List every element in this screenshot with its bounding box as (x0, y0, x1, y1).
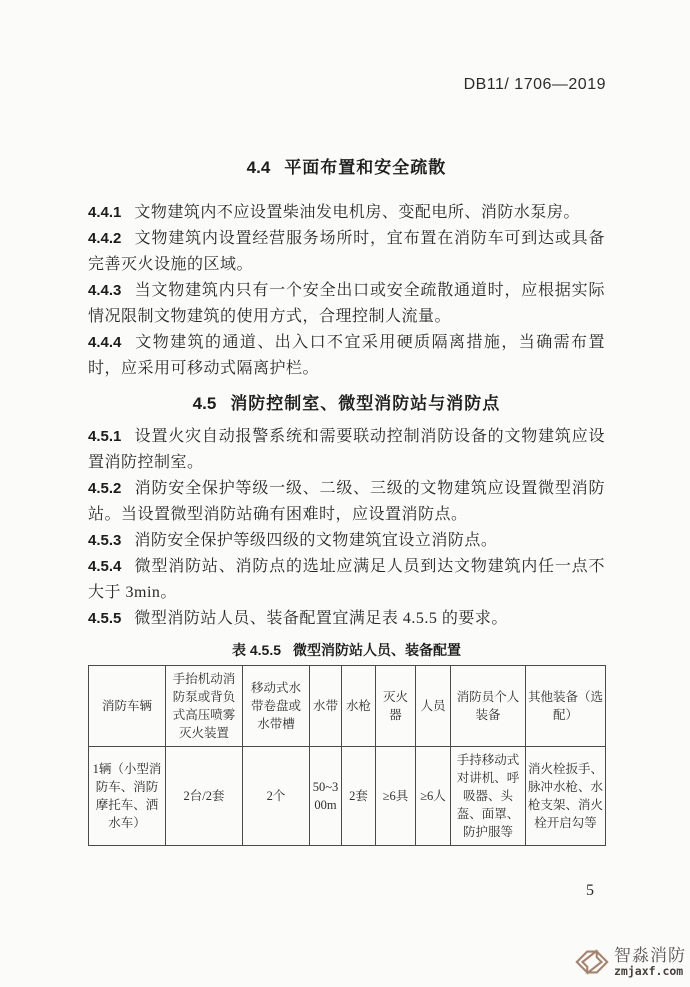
section-heading-4-4 (88, 156, 605, 180)
table-title (88, 640, 605, 660)
col-header-other-gear: 其他装备（选配） (526, 666, 606, 747)
section-number: 4.4 (246, 158, 271, 177)
clause-4-4-2 (88, 226, 605, 278)
section-title: 平面布置和安全疏散 (284, 158, 447, 177)
clause-number: 4.4.2 (88, 230, 122, 247)
col-header-nozzle: 水枪 (342, 666, 376, 747)
zhimiao-logo-icon (573, 943, 611, 981)
clause-number: 4.5.4 (88, 558, 122, 575)
col-header-extinguisher: 灭火器 (376, 666, 416, 747)
clause-text: 设置火灾自动报警系统和需要联动控制消防设备的文物建筑应设置消防控制室。 (88, 428, 605, 471)
clause-text: 文物建筑内不应设置柴油发电机房、变配电所、消防水泵房。 (134, 204, 580, 221)
clause-4-5-4 (88, 554, 605, 606)
clause-text: 消防安全保护等级一级、二级、三级的文物建筑应设置微型消防站。当设置微型消防站确有困难时，应设置消防点。 (88, 480, 605, 523)
section-number: 4.5 (192, 394, 217, 413)
section-heading-4-5 (88, 392, 605, 416)
cell-nozzle: 2套 (342, 747, 376, 846)
clause-text: 消防安全保护等级四级的文物建筑宜设立消防点。 (134, 532, 498, 549)
cell-pump: 2台/2套 (166, 747, 243, 846)
clause-number: 4.4.1 (88, 204, 122, 221)
clause-number: 4.4.4 (88, 334, 122, 351)
clause-number: 4.5.3 (88, 532, 122, 549)
clause-4-4-1 (88, 200, 605, 226)
table-caption: 微型消防站人员、装备配置 (293, 642, 462, 658)
watermark-text (614, 947, 686, 978)
cell-personnel: ≥6人 (416, 747, 451, 846)
equipment-table (88, 665, 606, 846)
clause-4-5-2 (88, 476, 605, 528)
watermark (573, 943, 686, 981)
clause-text: 文物建筑的通道、出入口不宜采用硬质隔离措施，当确需布置时，应采用可移动式隔离护栏。 (88, 334, 605, 377)
clause-number: 4.5.2 (88, 480, 122, 497)
clause-4-5-3 (88, 528, 605, 554)
table-header-row (89, 666, 606, 747)
document-code: DB11/ 1706—2019 (463, 76, 606, 93)
cell-vehicle: 1辆（小型消防车、消防摩托车、洒水车） (89, 747, 166, 846)
cell-extinguisher: ≥6具 (376, 747, 416, 846)
cell-hose: 50~300m (310, 747, 342, 846)
cell-personal-gear: 手持移动式对讲机、呼吸器、头盔、面罩、防护服等 (451, 747, 526, 846)
cell-hose-reel: 2个 (243, 747, 310, 846)
watermark-site: zmjaxf.com (614, 963, 684, 978)
col-header-hose-reel: 移动式水带卷盘或水带槽 (243, 666, 310, 747)
section-title: 消防控制室、微型消防站与消防点 (230, 394, 501, 413)
col-header-hose: 水带 (310, 666, 342, 747)
clause-number: 4.4.3 (88, 282, 122, 299)
clause-text: 文物建筑内设置经营服务场所时，宜布置在消防车可到达或具备完善灭火设施的区域。 (88, 230, 605, 273)
page-content (88, 156, 605, 846)
clause-number: 4.5.1 (88, 428, 122, 445)
table-number: 表 4.5.5 (231, 642, 282, 658)
clause-4-4-3 (88, 278, 605, 330)
col-header-personal-gear: 消防员个人装备 (451, 666, 526, 747)
cell-other-gear: 消火栓扳手、脉冲水枪、水枪支架、消火栓开启勾等 (526, 747, 606, 846)
table-row (89, 747, 606, 846)
clause-text: 微型消防站、消防点的选址应满足人员到达文物建筑内任一点不大于 3min。 (88, 558, 605, 601)
clause-text: 微型消防站人员、装备配置宜满足表 4.5.5 的要求。 (134, 610, 508, 627)
clause-4-5-1 (88, 424, 605, 476)
clause-text: 当文物建筑内只有一个安全出口或安全疏散通道时，应根据实际情况限制文物建筑的使用方式，合理控制人流量。 (88, 282, 605, 325)
col-header-pump: 手抬机动消防泵或背负式高压喷雾灭火装置 (166, 666, 243, 747)
clause-number: 4.5.5 (88, 610, 122, 627)
clause-4-4-4 (88, 330, 605, 382)
page-number: 5 (586, 882, 594, 899)
watermark-brand: 智淼消防 (614, 945, 686, 965)
clause-4-5-5 (88, 606, 605, 632)
col-header-personnel: 人员 (416, 666, 451, 747)
col-header-vehicle: 消防车辆 (89, 666, 166, 747)
